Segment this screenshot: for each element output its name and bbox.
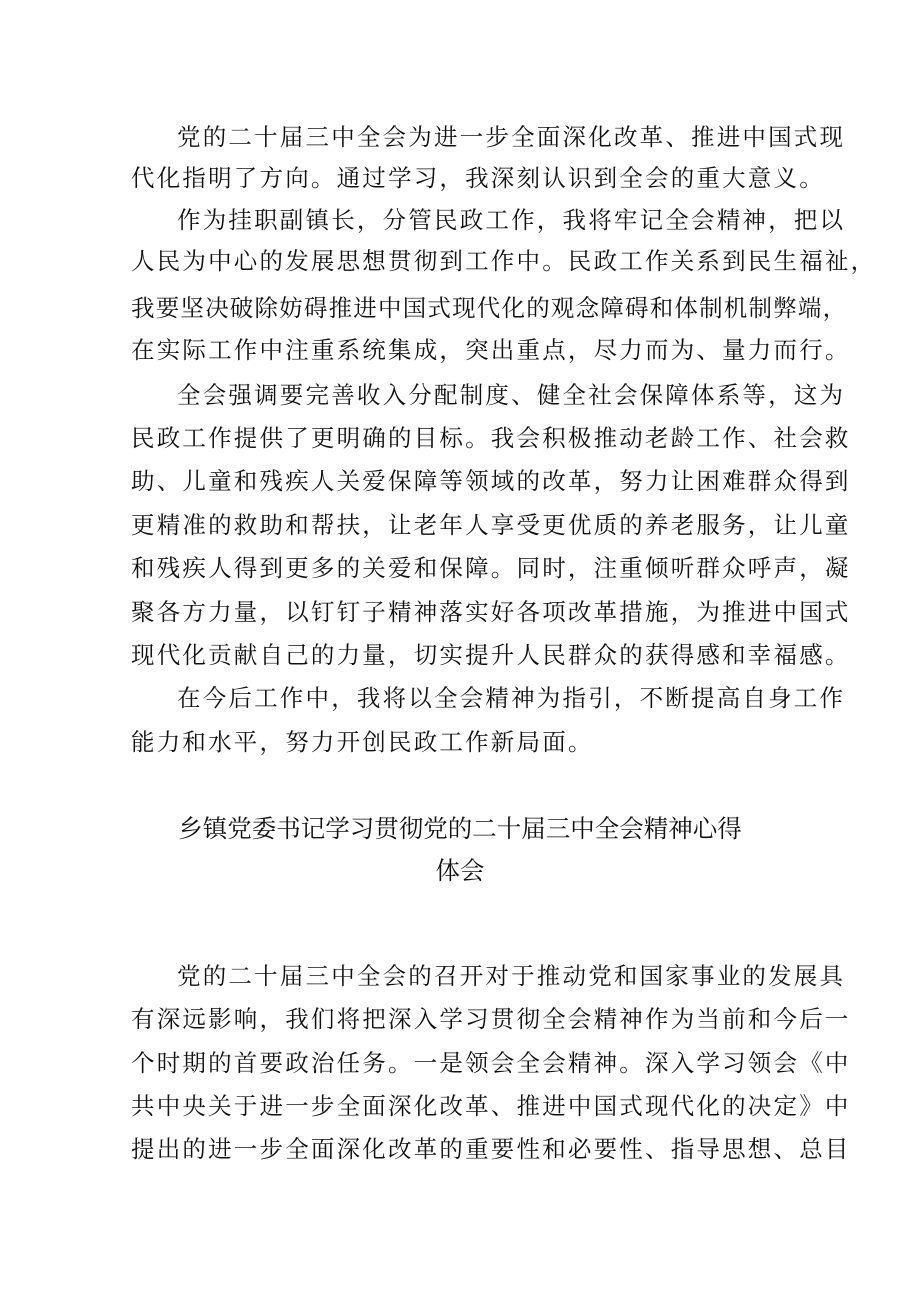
- paragraph-line: 有深远影响，我们将把深入学习贯彻全会精神作为当前和今后一: [131, 1005, 851, 1033]
- paragraph-line: 我要坚决破除妨碍推进中国式现代化的观念障碍和体制机制弊端，: [131, 294, 848, 322]
- paragraph-line: 人民为中心的发展思想贯彻到工作中。民政工作关系到民生福祉，: [131, 247, 877, 275]
- paragraph-line: 在今后工作中，我将以全会精神为指引，不断提高自身工作: [177, 684, 846, 712]
- paragraph-line: 提出的进一步全面深化改革的重要性和必要性、指导思想、总目: [131, 1135, 851, 1163]
- paragraph-line: 能力和水平，努力开创民政工作新局面。: [131, 728, 594, 756]
- section-title: 乡镇党委书记学习贯彻党的二十届三中全会精神心得: [178, 814, 742, 843]
- paragraph-line: 个时期的首要政治任务。一是领会全会精神。深入学习领会《中: [131, 1049, 851, 1077]
- paragraph-line: 全会强调要完善收入分配制度、健全社会保障体系等，这为: [177, 381, 846, 409]
- paragraph-line: 现代化贡献自己的力量，切实提升人民群众的获得感和幸福感。: [131, 641, 851, 669]
- paragraph-line: 聚各方力量，以钉钉子精神落实好各项改革措施，为推进中国式: [131, 598, 851, 626]
- paragraph-line: 在实际工作中注重系统集成，突出重点，尽力而为、量力而行。: [131, 336, 851, 364]
- paragraph-line: 更精准的救助和帮扶，让老年人享受更优质的养老服务，让儿童: [131, 511, 851, 539]
- paragraph-line: 党的二十届三中全会为进一步全面深化改革、推进中国式现: [177, 123, 846, 151]
- paragraph-line: 和残疾人得到更多的关爱和保障。同时，注重倾听群众呼声，凝: [131, 554, 851, 582]
- paragraph-line: 助、儿童和残疾人关爱保障等领域的改革，努力让困难群众得到: [131, 467, 851, 495]
- paragraph-line: 代化指明了方向。通过学习，我深刻认识到全会的重大意义。: [131, 164, 825, 192]
- paragraph-line: 民政工作提供了更明确的目标。我会积极推动老龄工作、社会救: [131, 424, 851, 452]
- paragraph-line: 共中央关于进一步全面深化改革、推进中国式现代化的决定》中: [131, 1092, 851, 1120]
- paragraph-line: 作为挂职副镇长，分管民政工作，我将牢记全会精神，把以: [177, 206, 846, 234]
- section-title-continued: 体会: [435, 856, 485, 885]
- paragraph-line: 党的二十届三中全会的召开对于推动党和国家事业的发展具: [177, 962, 846, 990]
